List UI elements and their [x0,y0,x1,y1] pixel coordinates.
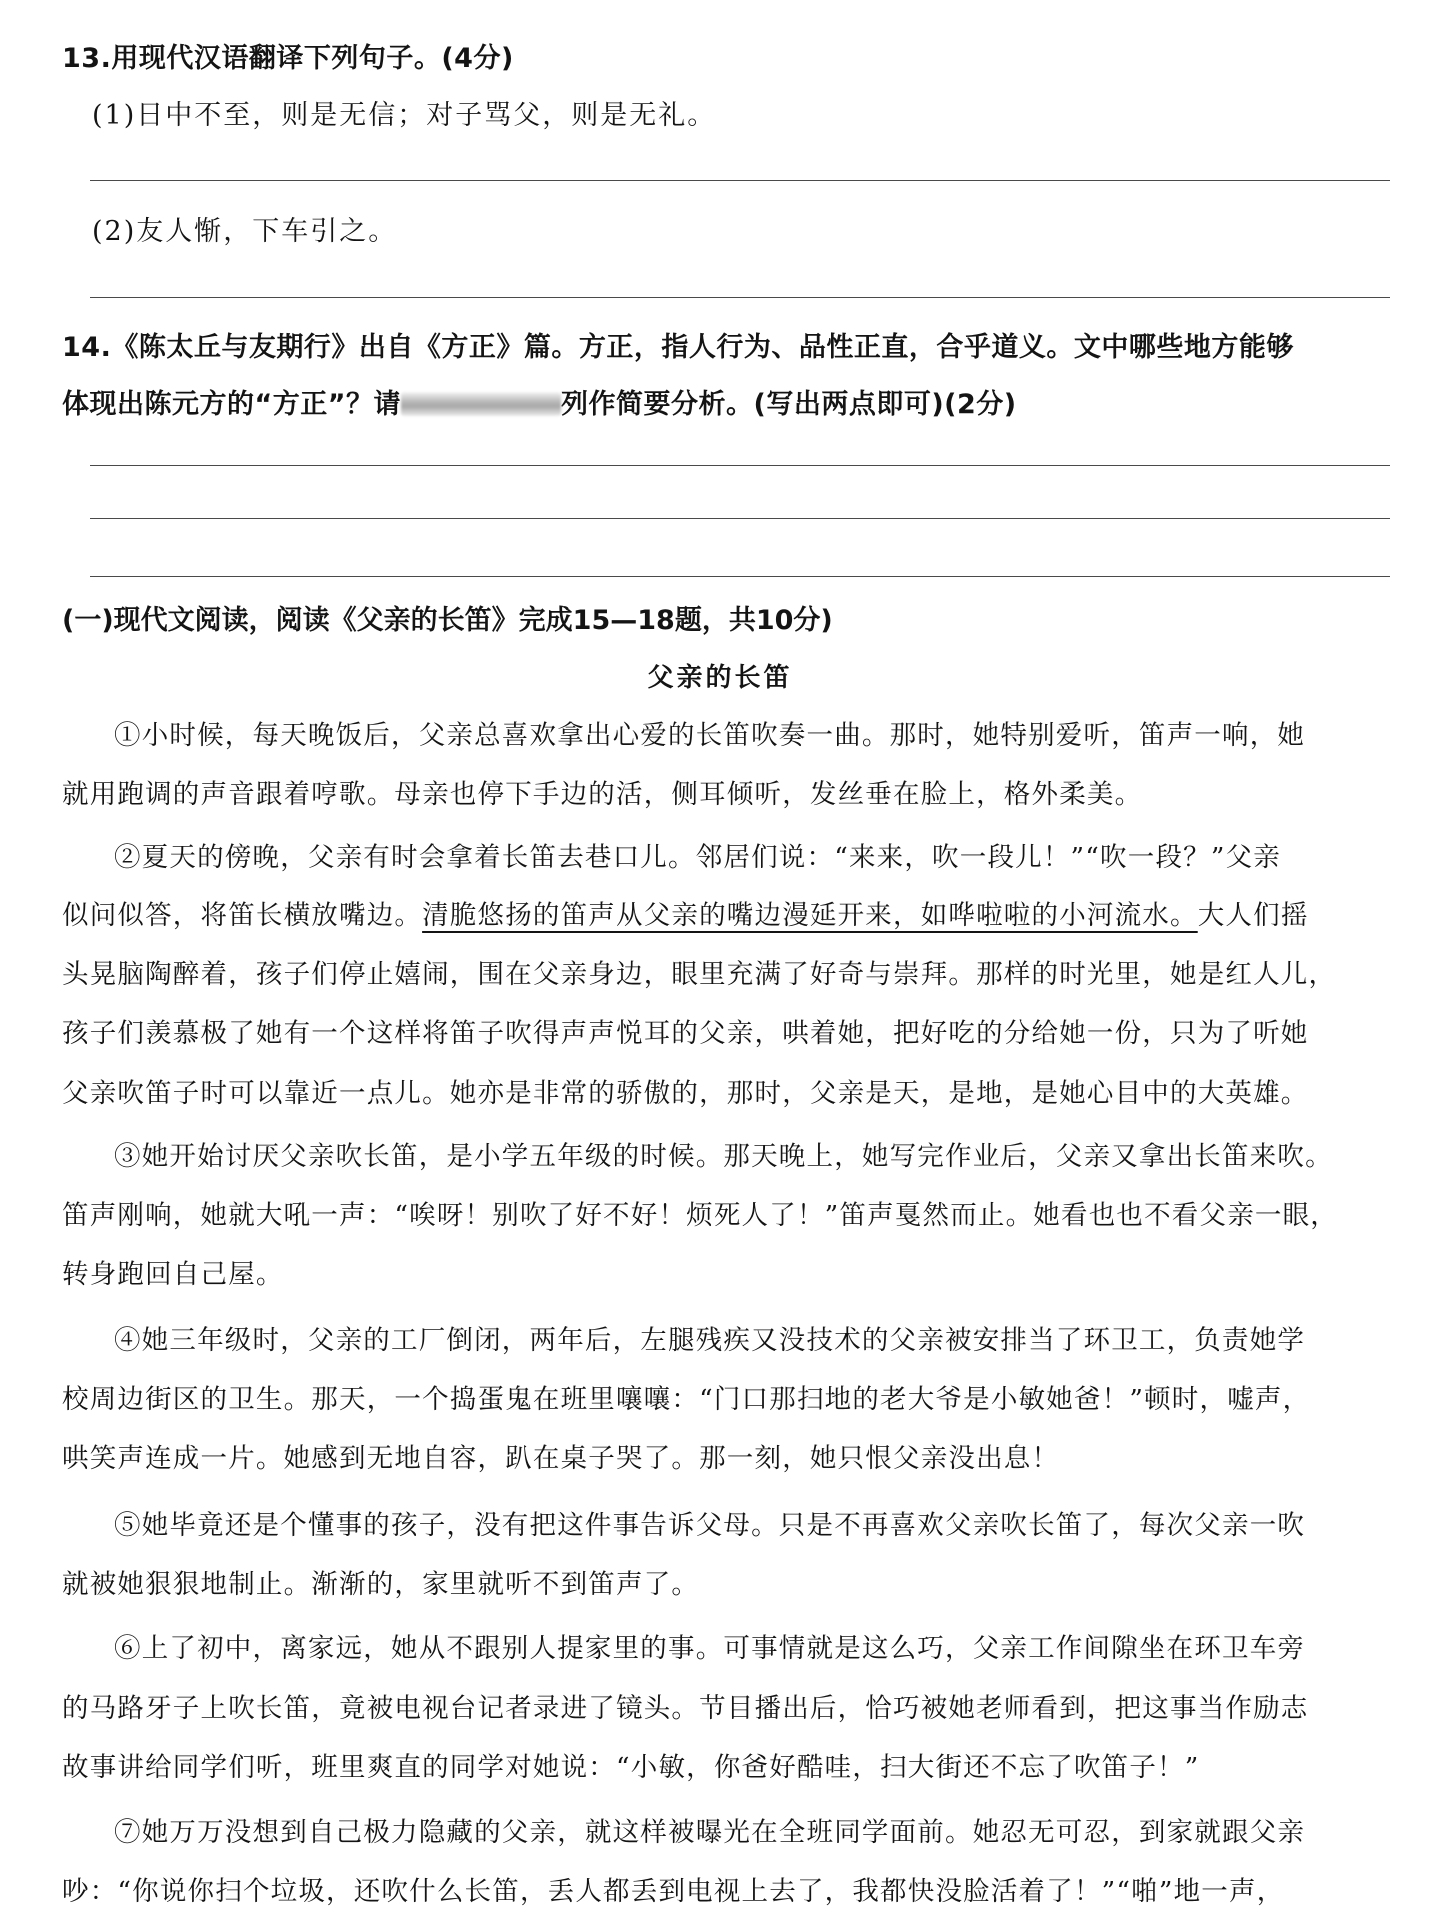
article-line: 笛声刚响，她就大吼一声：“唉呀！别吹了好不好！烦死人了！”笛声戛然而止。她看也也不看父亲一眼， [62,1200,1338,1231]
article-text: 大人们摇 [1197,900,1309,931]
question-13-title: 13.用现代汉语翻译下列句子。(4分) [62,43,514,74]
article-line: 的马路牙子上吹长笛，竟被电视台记者录进了镜头。节目播出后，恰巧被她老师看到，把这事当作励志 [62,1693,1309,1724]
article-line: ③她开始讨厌父亲吹长笛，是小学五年级的时候。那天晚上，她写完作业后，父亲又拿出长笛来吹。 [114,1141,1333,1172]
question-14-line-1: 14.《陈太丘与友期行》出自《方正》篇。方正，指人行为、品性正直，合乎道义。文中哪些地方能够 [62,332,1294,363]
section-heading: (一)现代文阅读，阅读《父亲的长笛》完成15—18题，共10分) [62,605,833,636]
article-line: ⑦她万万没想到自己极力隐藏的父亲，就这样被曝光在全班同学面前。她忍无可忍，到家就跟父亲 [114,1817,1306,1848]
article-line: ④她三年级时，父亲的工厂倒闭，两年后，左腿残疾又没技术的父亲被安排当了环卫工，负责她学 [114,1325,1306,1356]
answer-line[interactable] [90,180,1390,181]
article-line: 哄笑声连成一片。她感到无地自容，趴在桌子哭了。那一刻，她只恨父亲没出息！ [62,1443,1060,1474]
answer-line[interactable] [90,518,1390,519]
redaction-blur [401,392,561,416]
question-14-line-2-after: 列作简要分析。(写出两点即可)(2分) [561,389,1017,420]
answer-line[interactable] [90,465,1390,466]
answer-line[interactable] [90,576,1390,577]
article-line: 吵：“你说你扫个垃圾，还吹什么长笛，丢人都丢到电视上去了，我都快没脸活着了！”“啪”地一声， [62,1876,1285,1907]
article-line: 校周边街区的卫生。那天，一个捣蛋鬼在班里嚷嚷：“门口那扫地的老大爷是小敏她爸！”顿时，嘘声， [62,1384,1311,1415]
article-line: 就用跑调的声音跟着哼歌。母亲也停下手边的活，侧耳倾听，发丝垂在脸上，格外柔美。 [62,779,1143,810]
article-line: 孩子们羡慕极了她有一个这样将笛子吹得声声悦耳的父亲，哄着她，把好吃的分给她一份，只为了听她 [62,1018,1309,1049]
article-line [62,893,1309,932]
answer-line[interactable] [90,297,1390,298]
article-title: 父亲的长笛 [647,663,793,693]
article-line: 头晃脑陶醉着，孩子们停止嬉闹，围在父亲身边，眼里充满了好奇与崇拜。那样的时光里，她是红人儿， [62,959,1337,990]
article-line: ②夏天的傍晚，父亲有时会拿着长笛去巷口儿。邻居们说：“来来，吹一段儿！”“吹一段？”父亲 [114,842,1281,873]
question-13-sub-2: (2)友人惭，下车引之。 [92,216,398,247]
article-line: ⑤她毕竟还是个懂事的孩子，没有把这件事告诉父母。只是不再喜欢父亲吹长笛了，每次父亲一吹 [114,1510,1306,1541]
article-line: 转身跑回自己屋。 [62,1259,284,1290]
article-line: 故事讲给同学们听，班里爽直的同学对她说：“小敏，你爸好酷哇，扫大街还不忘了吹笛子！” [62,1752,1200,1783]
article-line: ⑥上了初中，离家远，她从不跟别人提家里的事。可事情就是这么巧，父亲工作间隙坐在环卫车旁 [114,1633,1306,1664]
article-line: 就被她狠狠地制止。渐渐的，家里就听不到笛声了。 [62,1569,700,1600]
underlined-sentence: 清脆悠扬的笛声从父亲的嘴边漫延开来，如哗啦啦的小河流水。 [422,900,1198,931]
question-14-line-2-before: 体现出陈元方的“方正”？请 [62,389,401,420]
article-line: 父亲吹笛子时可以靠近一点儿。她亦是非常的骄傲的，那时，父亲是天，是地，是她心目中的大英雄。 [62,1078,1309,1109]
article-line: ①小时候，每天晚饭后，父亲总喜欢拿出心爱的长笛吹奏一曲。那时，她特别爱听，笛声一响，她 [114,720,1306,751]
article-text: 似问似答，将笛长横放嘴边。 [62,900,423,931]
question-14-line-2 [62,382,1017,421]
question-13-sub-1: (1)日中不至，则是无信；对子骂父，则是无礼。 [92,100,717,131]
